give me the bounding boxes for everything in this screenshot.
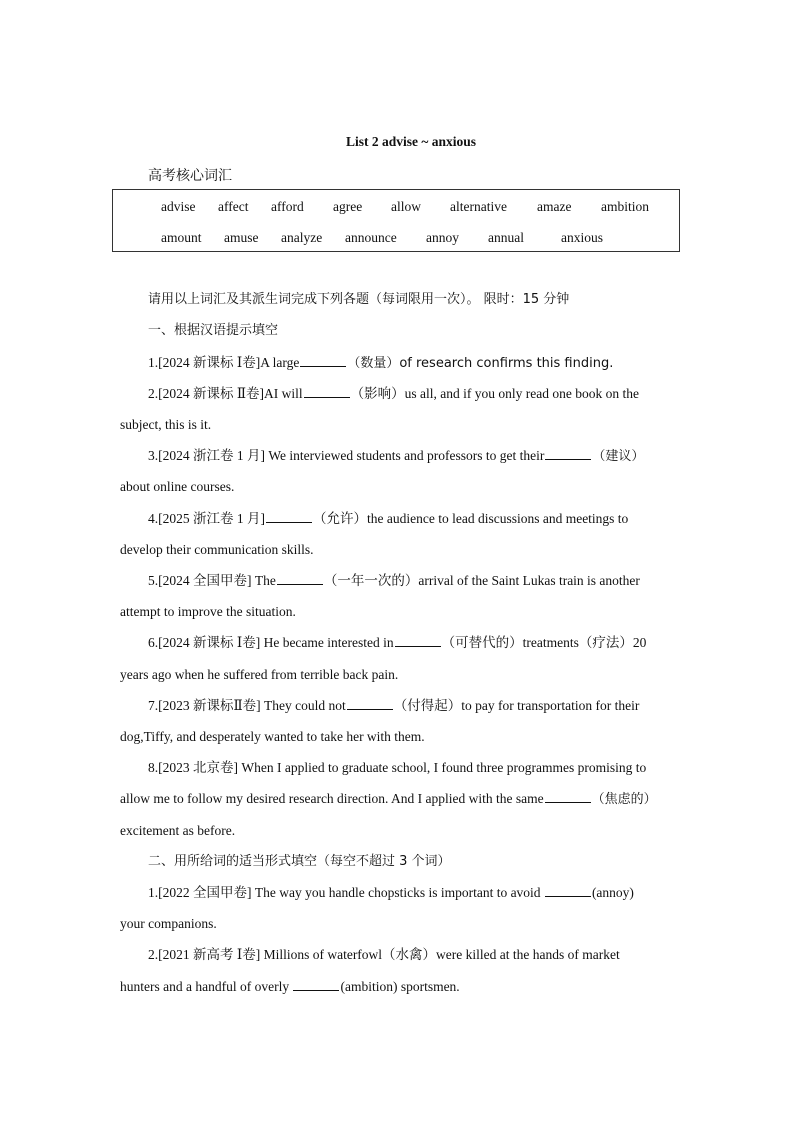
answer-blank[interactable]: [395, 634, 441, 647]
vocab-word: amount: [161, 230, 202, 245]
answer-blank[interactable]: [545, 884, 591, 897]
question-8-continued-2: excitement as before.: [120, 823, 236, 838]
answer-blank[interactable]: [277, 572, 323, 585]
vocab-word: announce: [345, 230, 397, 245]
question-2-continued: subject, this is it.: [120, 417, 212, 432]
vocab-word: analyze: [281, 230, 323, 245]
vocab-word: amuse: [224, 230, 259, 245]
question-7-continued: dog,Tiffy, and desperately wanted to take her with them.: [120, 729, 425, 744]
question-5-continued: attempt to improve the situation.: [120, 604, 296, 619]
vocab-word: annoy: [426, 230, 459, 245]
section-1-heading: 一、根据汉语提示填空: [148, 323, 279, 338]
page-title: List 2 advise ~ anxious: [345, 134, 477, 149]
vocab-word: alternative: [450, 199, 507, 214]
section-2-heading: 二、用所给词的适当形式填空（每空不超过 3 个词）: [148, 854, 451, 869]
answer-blank[interactable]: [347, 697, 393, 710]
vocab-word: ambition: [601, 199, 649, 214]
question-6: 6.[2024 新课标 Ⅰ卷] He became interested in （可替代的）treatments（疗法）20: [148, 635, 647, 650]
exercise-1-continued: your companions.: [120, 916, 217, 931]
vocab-word: allow: [391, 199, 421, 214]
answer-blank[interactable]: [266, 510, 312, 523]
vocab-row-2: [113, 230, 679, 248]
question-2: 2.[2024 新课标 Ⅱ卷]AI will （影响）us all, and if you only read one book on the: [148, 386, 639, 401]
answer-blank[interactable]: [293, 978, 339, 991]
vocab-subhead: 高考核心词汇: [148, 168, 232, 184]
answer-blank[interactable]: [304, 385, 350, 398]
question-8-continued: allow me to follow my desired research direction. And I applied with the same （焦虑的）: [120, 791, 657, 807]
question-8: 8.[2023 北京卷] When I applied to graduate school, I found three programmes promising to: [148, 760, 647, 775]
vocab-word: agree: [333, 199, 363, 214]
exercise-2-continued: hunters and a handful of overly (ambition) sportsmen.: [120, 979, 460, 994]
answer-blank[interactable]: [300, 354, 346, 367]
question-4: 4.[2025 浙江卷 1 月] （允许）the audience to lead discussions and meetings to: [148, 511, 629, 526]
question-5: 5.[2024 全国甲卷] The （一年一次的）arrival of the Saint Lukas train is another: [148, 573, 640, 588]
question-3-continued: about online courses.: [120, 479, 235, 494]
answer-blank[interactable]: [545, 447, 591, 460]
instructions: 请用以上词汇及其派生词完成下列各题（每词限用一次）。 限时：15 分钟: [148, 292, 570, 307]
question-1: 1.[2024 新课标 Ⅰ卷]A large （数量）of research confirms this finding.: [148, 355, 614, 371]
exercise-2: 2.[2021 新高考 Ⅰ卷] Millions of waterfowl（水禽）were killed at the hands of market: [148, 947, 620, 962]
question-3: 3.[2024 浙江卷 1 月] We interviewed students and professors to get their （建议）: [148, 448, 645, 464]
vocab-word: afford: [271, 199, 304, 214]
question-6-continued: years ago when he suffered from terrible back pain.: [120, 667, 399, 682]
vocab-word: advise: [161, 199, 196, 214]
question-4-continued: develop their communication skills.: [120, 542, 314, 557]
vocab-table: [112, 189, 680, 252]
vocab-word: affect: [218, 199, 249, 214]
exercise-1: 1.[2022 全国甲卷] The way you handle chopsticks is important to avoid (annoy): [148, 885, 634, 900]
vocab-word: amaze: [537, 199, 572, 214]
vocab-word: anxious: [561, 230, 603, 245]
vocab-row-1: [113, 199, 679, 217]
vocab-word: annual: [488, 230, 524, 245]
question-7: 7.[2023 新课标Ⅱ卷] They could not （付得起）to pay for transportation for their: [148, 698, 640, 713]
answer-blank[interactable]: [545, 790, 591, 803]
